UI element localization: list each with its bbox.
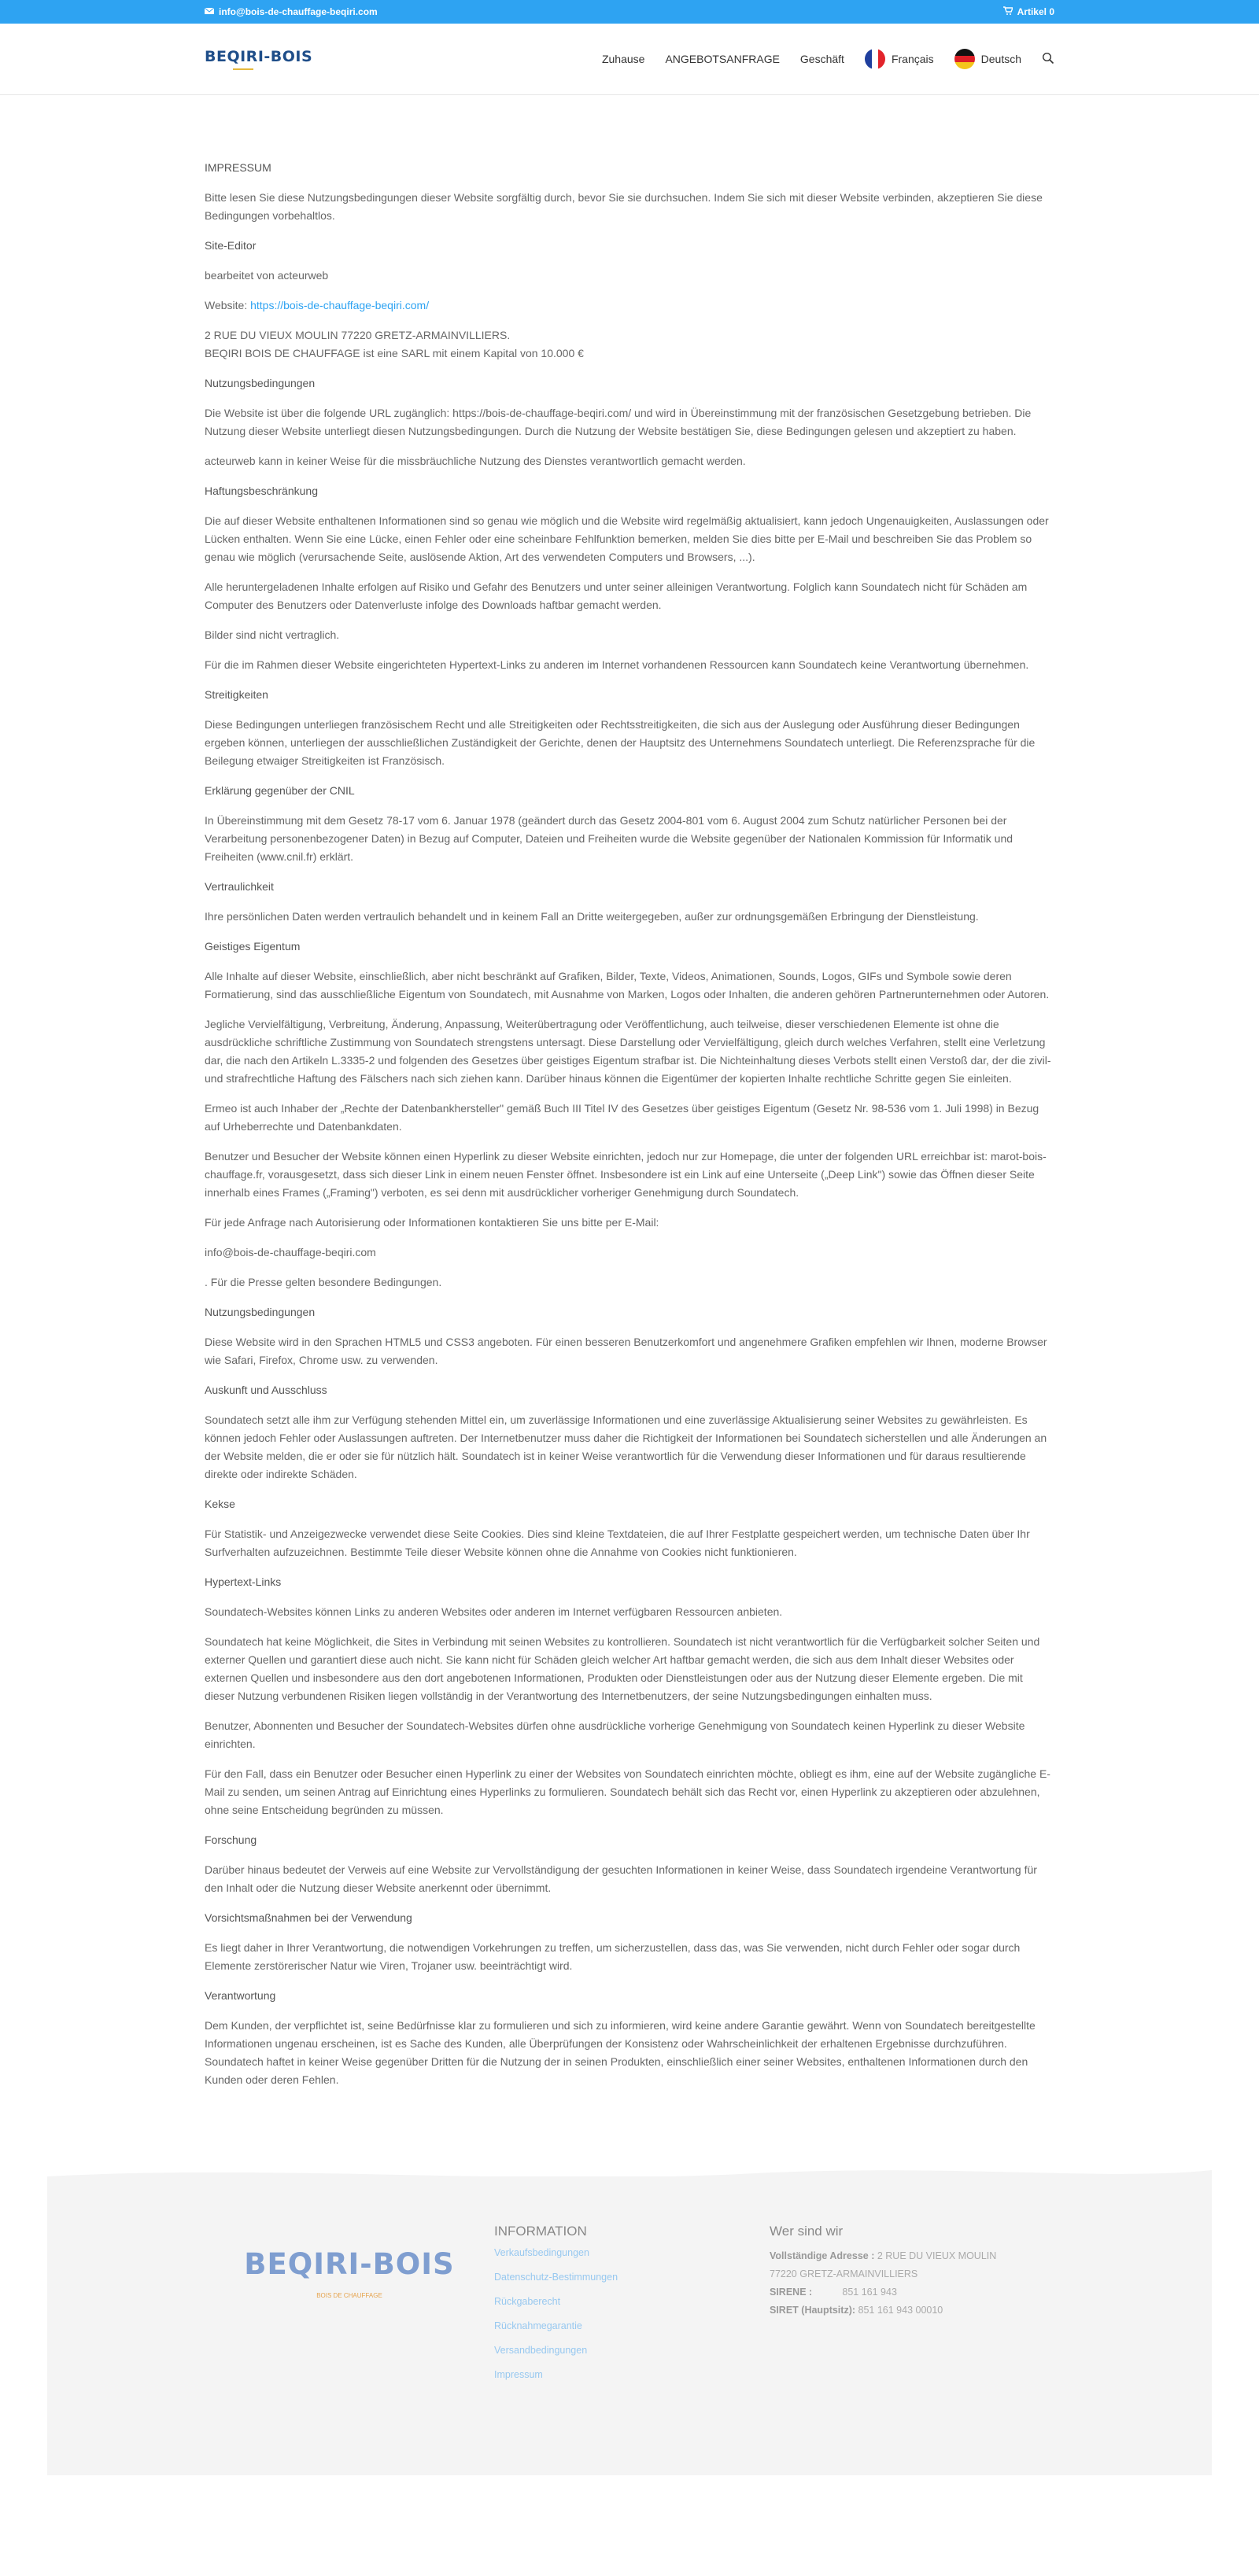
section-heading: Streitigkeiten (205, 688, 268, 701)
footer-link-shipping[interactable]: Versandbedingungen (494, 2345, 588, 2356)
section-heading: Vertraulichkeit (205, 880, 274, 893)
paragraph: Die Website ist über die folgende URL zugänglich: https://bois-de-chauffage-beqiri.com/ und wird in Übereinstimmung mit der französischen Gesetzgebung betrieben. Die Nutzung dieser Website unterliegt diesen Nutzungsbedingungen. Durch die Nutzung der Website bestätigen Sie, diese Bedingungen gelesen und akzeptiert zu haben. (205, 407, 1032, 437)
paragraph: Benutzer und Besucher der Website können einen Hyperlink zu dieser Website einrichten, jedoch nur zur Homepage, die unter der folgenden URL erreichbar ist: marot-bois-chauffage.fr, vorausgesetzt, dass sich dieser Link in einem neuen Fenster öffnet. Insbesondere ist ein Link auf eine Unterseite („Deep Link") sowie das Öffnen dieser Seite innerhalb eines Frames („Framing") verboten, es sei denn mit ausdrücklicher vorheriger Genehmigung durch Soundatech. (205, 1150, 1047, 1199)
site-footer (47, 2176, 1212, 2475)
company-line: BEQIRI BOIS DE CHAUFFAGE ist eine SARL mit einem Kapital von 10.000 € (205, 347, 584, 359)
paragraph: Ihre persönlichen Daten werden vertraulich behandelt und in keinem Fall an Dritte weitergegeben, außer zur ordnungsgemäßen Erbringung der Dienstleistung. (205, 910, 979, 923)
paragraph: Dem Kunden, der verpflichtet ist, seine Bedürfnisse klar zu formulieren und sich zu informieren, wird keine andere Garantie gewährt. Wenn von Soundatech bereitgestellte Informationen ungenau erscheinen, ist es Sache des Kunden, alle Überprüfungen der Konsistenz oder Wahrscheinlichkeit der erhaltenen Ergebnisse durchzuführen. Soundatech haftet in keiner Weise gegenüber Dritten für die Nutzung der in seinen Produkten, einschließlich einer seiner Websites, enthaltenen Informationen durch den Kunden oder deren Fehlen. (205, 2019, 1036, 2086)
footer-siret (770, 2301, 1053, 2320)
legal-content (205, 94, 1054, 2176)
footer-link-return-guarantee[interactable]: Rücknahmegarantie (494, 2320, 582, 2331)
paragraph: . Für die Presse gelten besondere Bedingungen. (205, 1276, 442, 1288)
paragraph: Soundatech-Websites können Links zu anderen Websites oder anderen im Internet verfügbaren Ressourcen anbieten. (205, 1605, 783, 1618)
paragraph: Jegliche Vervielfältigung, Verbreitung, Änderung, Anpassung, Weiterübertragung oder Veröffentlichung, auch teilweise, dieser verschiedenen Elemente ist ohne die ausdrückliche schriftliche Zustimmung von Soundatech strengstens untersagt. Diese Darstellung oder Vervielfältigung, gleich durch welches Verfahren, stellt eine Verletzung dar, die nach den Artikeln L.3335-2 und folgenden des Gesetzes über geistiges Eigentum strafbar ist. Die Nichteinhaltung dieses Verbots stellt einen Verstoß dar, der die zivil- und strafrechtliche Haftung des Fälschers nach sich ziehen kann. Darüber hinaus können die Eigentümer der kopierten Inhalte rechtliche Schritte gegen Sie einleiten. (205, 1018, 1051, 1085)
french-flag-icon (865, 49, 885, 69)
paragraph: acteurweb kann in keiner Weise für die missbräuchliche Nutzung des Dienstes verantwortlich gemacht werden. (205, 455, 746, 467)
footer-siret-value: 851 161 943 00010 (858, 2305, 943, 2316)
nav-item-german[interactable] (954, 49, 1021, 69)
nav-item-german-label[interactable]: Deutsch (980, 53, 1021, 65)
site-logo-text[interactable]: BEQIRI-BOIS (205, 48, 313, 65)
nav-item-shop[interactable]: Geschäft (799, 53, 844, 65)
section-heading: Vorsichtsmaßnahmen bei der Verwendung (205, 1911, 412, 1924)
cart-label[interactable]: Artikel 0 (1017, 6, 1054, 17)
section-heading: Auskunft und Ausschluss (205, 1384, 327, 1396)
paragraph: Für die im Rahmen dieser Website eingerichteten Hypertext-Links zu anderen im Internet vorhandenen Ressourcen kann Soundatech keine Verantwortung übernehmen. (205, 658, 1029, 671)
logo-underline (233, 68, 253, 70)
footer-logo-tagline: BOIS DE CHAUFFAGE (316, 2292, 382, 2299)
contact-email: info@bois-de-chauffage-beqiri.com (205, 1246, 376, 1259)
paragraph: Darüber hinaus bedeutet der Verweis auf eine Website zur Vervollständigung der gesuchten Informationen in keiner Weise, dass Soundatech irgendeine Verantwortung für den Inhalt oder die Nutzung dieser Website anerkennt oder übernimmt. (205, 1863, 1037, 1894)
section-heading: Verantwortung (205, 1989, 276, 2002)
footer-link-privacy[interactable]: Datenschutz-Bestimmungen (494, 2272, 618, 2283)
paragraph: Die auf dieser Website enthaltenen Informationen sind so genau wie möglich und die Website wird regelmäßig aktualisiert, kann jedoch Ungenauigkeiten, Auslassungen oder Lücken enthalten. Wenn Sie eine Lücke, einen Fehler oder eine scheinbare Fehlfunktion bemerken, melden Sie dies bitte per E-Mail und beschreiben Sie das Problem so genau wie möglich (verursachende Seite, auslösende Aktion, Art des verwendeten Computers und Browsers, ...). (205, 514, 1049, 563)
footer-sirene-label: SIRENE : (770, 2287, 813, 2298)
paragraph: Soundatech setzt alle ihm zur Verfügung stehenden Mittel ein, um zuverlässige Informationen und eine zuverlässige Aktualisierung seiner Websites zu gewährleisten. Es können jedoch Fehler oder Auslassungen auftreten. Der Internetbenutzer muss daher die Richtigkeit der Informationen bei Soundatech sicherstellen und alle Änderungen an der Website melden, die er oder sie für nützlich hält. Soundatech ist in keiner Weise verantwortlich für die Verwendung dieser Informationen und für daraus resultierende direkte oder indirekte Schäden. (205, 1413, 1047, 1480)
paragraph: Für den Fall, dass ein Benutzer oder Besucher einen Hyperlink zu einer der Websites von Soundatech einrichten möchte, obliegt es ihm, eine auf der Website zugängliche E-Mail zu senden, um seinen Antrag auf Einrichtung eines Hyperlinks zu formulieren. Soundatech behält sich das Recht vor, einen Hyperlink zu akzeptieren oder abzulehnen, ohne seine Entscheidung begründen zu müssen. (205, 1767, 1050, 1816)
site-logo[interactable] (205, 48, 312, 70)
paragraph: Für Statistik- und Anzeigezwecke verwendet diese Seite Cookies. Dies sind kleine Textdateien, die auf Ihrer Festplatte gespeichert werden, um technische Daten über Ihr Surfverhalten aufzuzeichnen. Bestimmte Teile dieser Website können ohne die Annahme von Cookies nicht funktionieren. (205, 1528, 1030, 1558)
section-heading: Erklärung gegenüber der CNIL (205, 784, 355, 797)
search-icon[interactable] (1042, 52, 1054, 67)
website-line (205, 297, 1054, 315)
envelope-icon (205, 6, 214, 18)
section-heading: Haftungsbeschränkung (205, 485, 318, 497)
paragraph: Bitte lesen Sie diese Nutzungsbedingungen dieser Website sorgfältig durch, bevor Sie sie durchsuchen. Indem Sie sich mit dieser Website verbinden, akzeptieren Sie diese Bedingungen vorbehaltlos. (205, 191, 1043, 222)
section-heading: Kekse (205, 1498, 235, 1510)
cart-icon (1003, 6, 1013, 18)
nav-item-french-label[interactable]: Français (891, 53, 934, 65)
footer-about-title: Wer sind wir (770, 2224, 844, 2239)
top-bar (0, 0, 1259, 24)
paragraph: In Übereinstimmung mit dem Gesetz 78-17 vom 6. Januar 1978 (geändert durch das Gesetz 2004-801 vom 6. August 2004 zum Schutz natürlicher Personen bei der Verarbeitung personenbezogener Daten) in Bezug auf Computer, Dateien und Freiheiten wurde die Website gegenüber der Nationalen Kommission für Informatik und Freiheiten (www.cnil.fr) erklärt. (205, 814, 1013, 863)
footer-link-impressum[interactable]: Impressum (494, 2369, 543, 2380)
cart-link[interactable] (1003, 6, 1054, 18)
paragraph: Bilder sind nicht vertraglich. (205, 628, 340, 641)
main-nav (602, 49, 1054, 69)
address-block (205, 326, 1054, 363)
paragraph: Ermeo ist auch Inhaber der „Rechte der Datenbankhersteller" gemäß Buch III Titel IV des Gesetzes über geistiges Eigentum (Gesetz Nr. 98-536 vom 1. Juli 1998) in Bezug auf Urheberrechte und Datenbankdaten. (205, 1102, 1039, 1133)
footer-address-line1: 2 RUE DU VIEUX MOULIN (877, 2250, 997, 2261)
footer-link-sales-terms[interactable]: Verkaufsbedingungen (494, 2247, 589, 2258)
topbar-email-text[interactable]: info@bois-de-chauffage-beqiri.com (219, 6, 378, 17)
section-heading: Nutzungsbedingungen (205, 1306, 316, 1318)
paragraph: Benutzer, Abonnenten und Besucher der Soundatech-Websites dürfen ohne ausdrückliche vorherige Genehmigung von Soundatech keinen Hyperlink zu dieser Website einrichten. (205, 1719, 1025, 1750)
nav-item-quote-request[interactable]: ANGEBOTSANFRAGE (665, 53, 780, 65)
footer-address-label: Vollständige Adresse : (770, 2250, 875, 2261)
section-heading: Hypertext-Links (205, 1575, 282, 1588)
footer-address (770, 2247, 1053, 2283)
topbar-email[interactable] (205, 6, 378, 18)
footer-information-column (494, 2224, 770, 2394)
footer-information-title: INFORMATION (494, 2224, 587, 2239)
paragraph: Alle Inhalte auf dieser Website, einschließlich, aber nicht beschränkt auf Grafiken, Bilder, Texte, Videos, Animationen, Sounds, Logos, GIFs und Symbole sowie deren Formatierung, sind das ausschließliche Eigentum von Soundatech, mit Ausnahme von Marken, Logos oder Inhalten, die anderen gehören Partnerunternehmen oder Autoren. (205, 970, 1050, 1001)
footer-sirene-value: 851 161 943 (842, 2287, 897, 2298)
address-line: 2 RUE DU VIEUX MOULIN 77220 GRETZ-ARMAINVILLIERS. (205, 329, 511, 341)
section-heading: Site-Editor (205, 239, 257, 252)
footer-logo[interactable]: BEQIRI-BOIS (244, 2247, 455, 2281)
paragraph: Diese Website wird in den Sprachen HTML5 und CSS3 angeboten. Für einen besseren Benutzerkomfort und angenehmere Grafiken empfehlen wir Ihnen, moderne Browser wie Safari, Firefox, Chrome usw. zu verwenden. (205, 1336, 1047, 1366)
footer-logo-column (205, 2224, 494, 2394)
section-heading-impressum: IMPRESSUM (205, 161, 271, 174)
paragraph: Soundatech hat keine Möglichkeit, die Sites in Verbindung mit seinen Websites zu kontrollieren. Soundatech ist nicht verantwortlich für die Verfügbarkeit solcher Seiten und externer Quellen und garantiert diese auch nicht. Sie kann nicht für Schäden gleich welcher Art haftbar gemacht werden, die sich aus dem Inhalt dieser Websites oder externen Quellen und insbesondere aus den dort angebotenen Informationen, Produkten oder Dienstleistungen oder aus der Nutzung dieser Elemente ergeben. Die mit dieser Nutzung verbundenen Risiken liegen vollständig in der Verantwortung des Internetbenutzers, der seine Nutzungsbedingungen einhalten muss. (205, 1635, 1040, 1702)
paragraph: Für jede Anfrage nach Autorisierung oder Informationen kontaktieren Sie uns bitte per E-Mail: (205, 1216, 659, 1229)
section-heading: Nutzungsbedingungen (205, 377, 316, 389)
footer-siret-label: SIRET (Hauptsitz): (770, 2305, 856, 2316)
footer-about-column (770, 2224, 1053, 2394)
paragraph: Diese Bedingungen unterliegen französischem Recht und alle Streitigkeiten oder Rechtsstreitigkeiten, die sich aus der Auslegung oder Ausführung dieser Bedingungen ergeben können, unterliegen der ausschließlichen Zuständigkeit der Gerichte, denen der Hauptsitz des Unternehmens Soundatech unterliegt. Die Referenzsprache für die Beilegung etwaiger Streitigkeiten ist Französisch. (205, 718, 1036, 767)
paragraph: Alle heruntergeladenen Inhalte erfolgen auf Risiko und Gefahr des Benutzers und unter seiner alleinigen Verantwortung. Folglich kann Soundatech nicht für Schäden am Computer des Benutzers oder Datenverluste infolge des Downloads haftbar gemacht werden. (205, 580, 1028, 611)
website-link[interactable]: https://bois-de-chauffage-beqiri.com/ (250, 299, 430, 311)
section-heading: Forschung (205, 1833, 257, 1846)
nav-item-home[interactable]: Zuhause (601, 53, 645, 65)
website-label: Website: (205, 299, 248, 311)
footer-sirene (770, 2283, 1053, 2301)
nav-item-french[interactable] (865, 49, 934, 69)
footer-address-line2: 77220 GRETZ-ARMAINVILLIERS (770, 2268, 918, 2279)
paragraph: bearbeitet von acteurweb (205, 269, 329, 282)
german-flag-icon (954, 49, 975, 69)
paragraph: Es liegt daher in Ihrer Verantwortung, die notwendigen Vorkehrungen zu treffen, um sicherzustellen, dass das, was Sie verwenden, nicht durch Fehler oder sogar durch Elemente zerstörerischer Natur wie Viren, Trojaner usw. beeinträchtigt wird. (205, 1941, 1021, 1972)
section-heading: Geistiges Eigentum (205, 940, 301, 953)
footer-link-return-policy[interactable]: Rückgaberecht (494, 2296, 561, 2307)
site-header (0, 24, 1259, 94)
